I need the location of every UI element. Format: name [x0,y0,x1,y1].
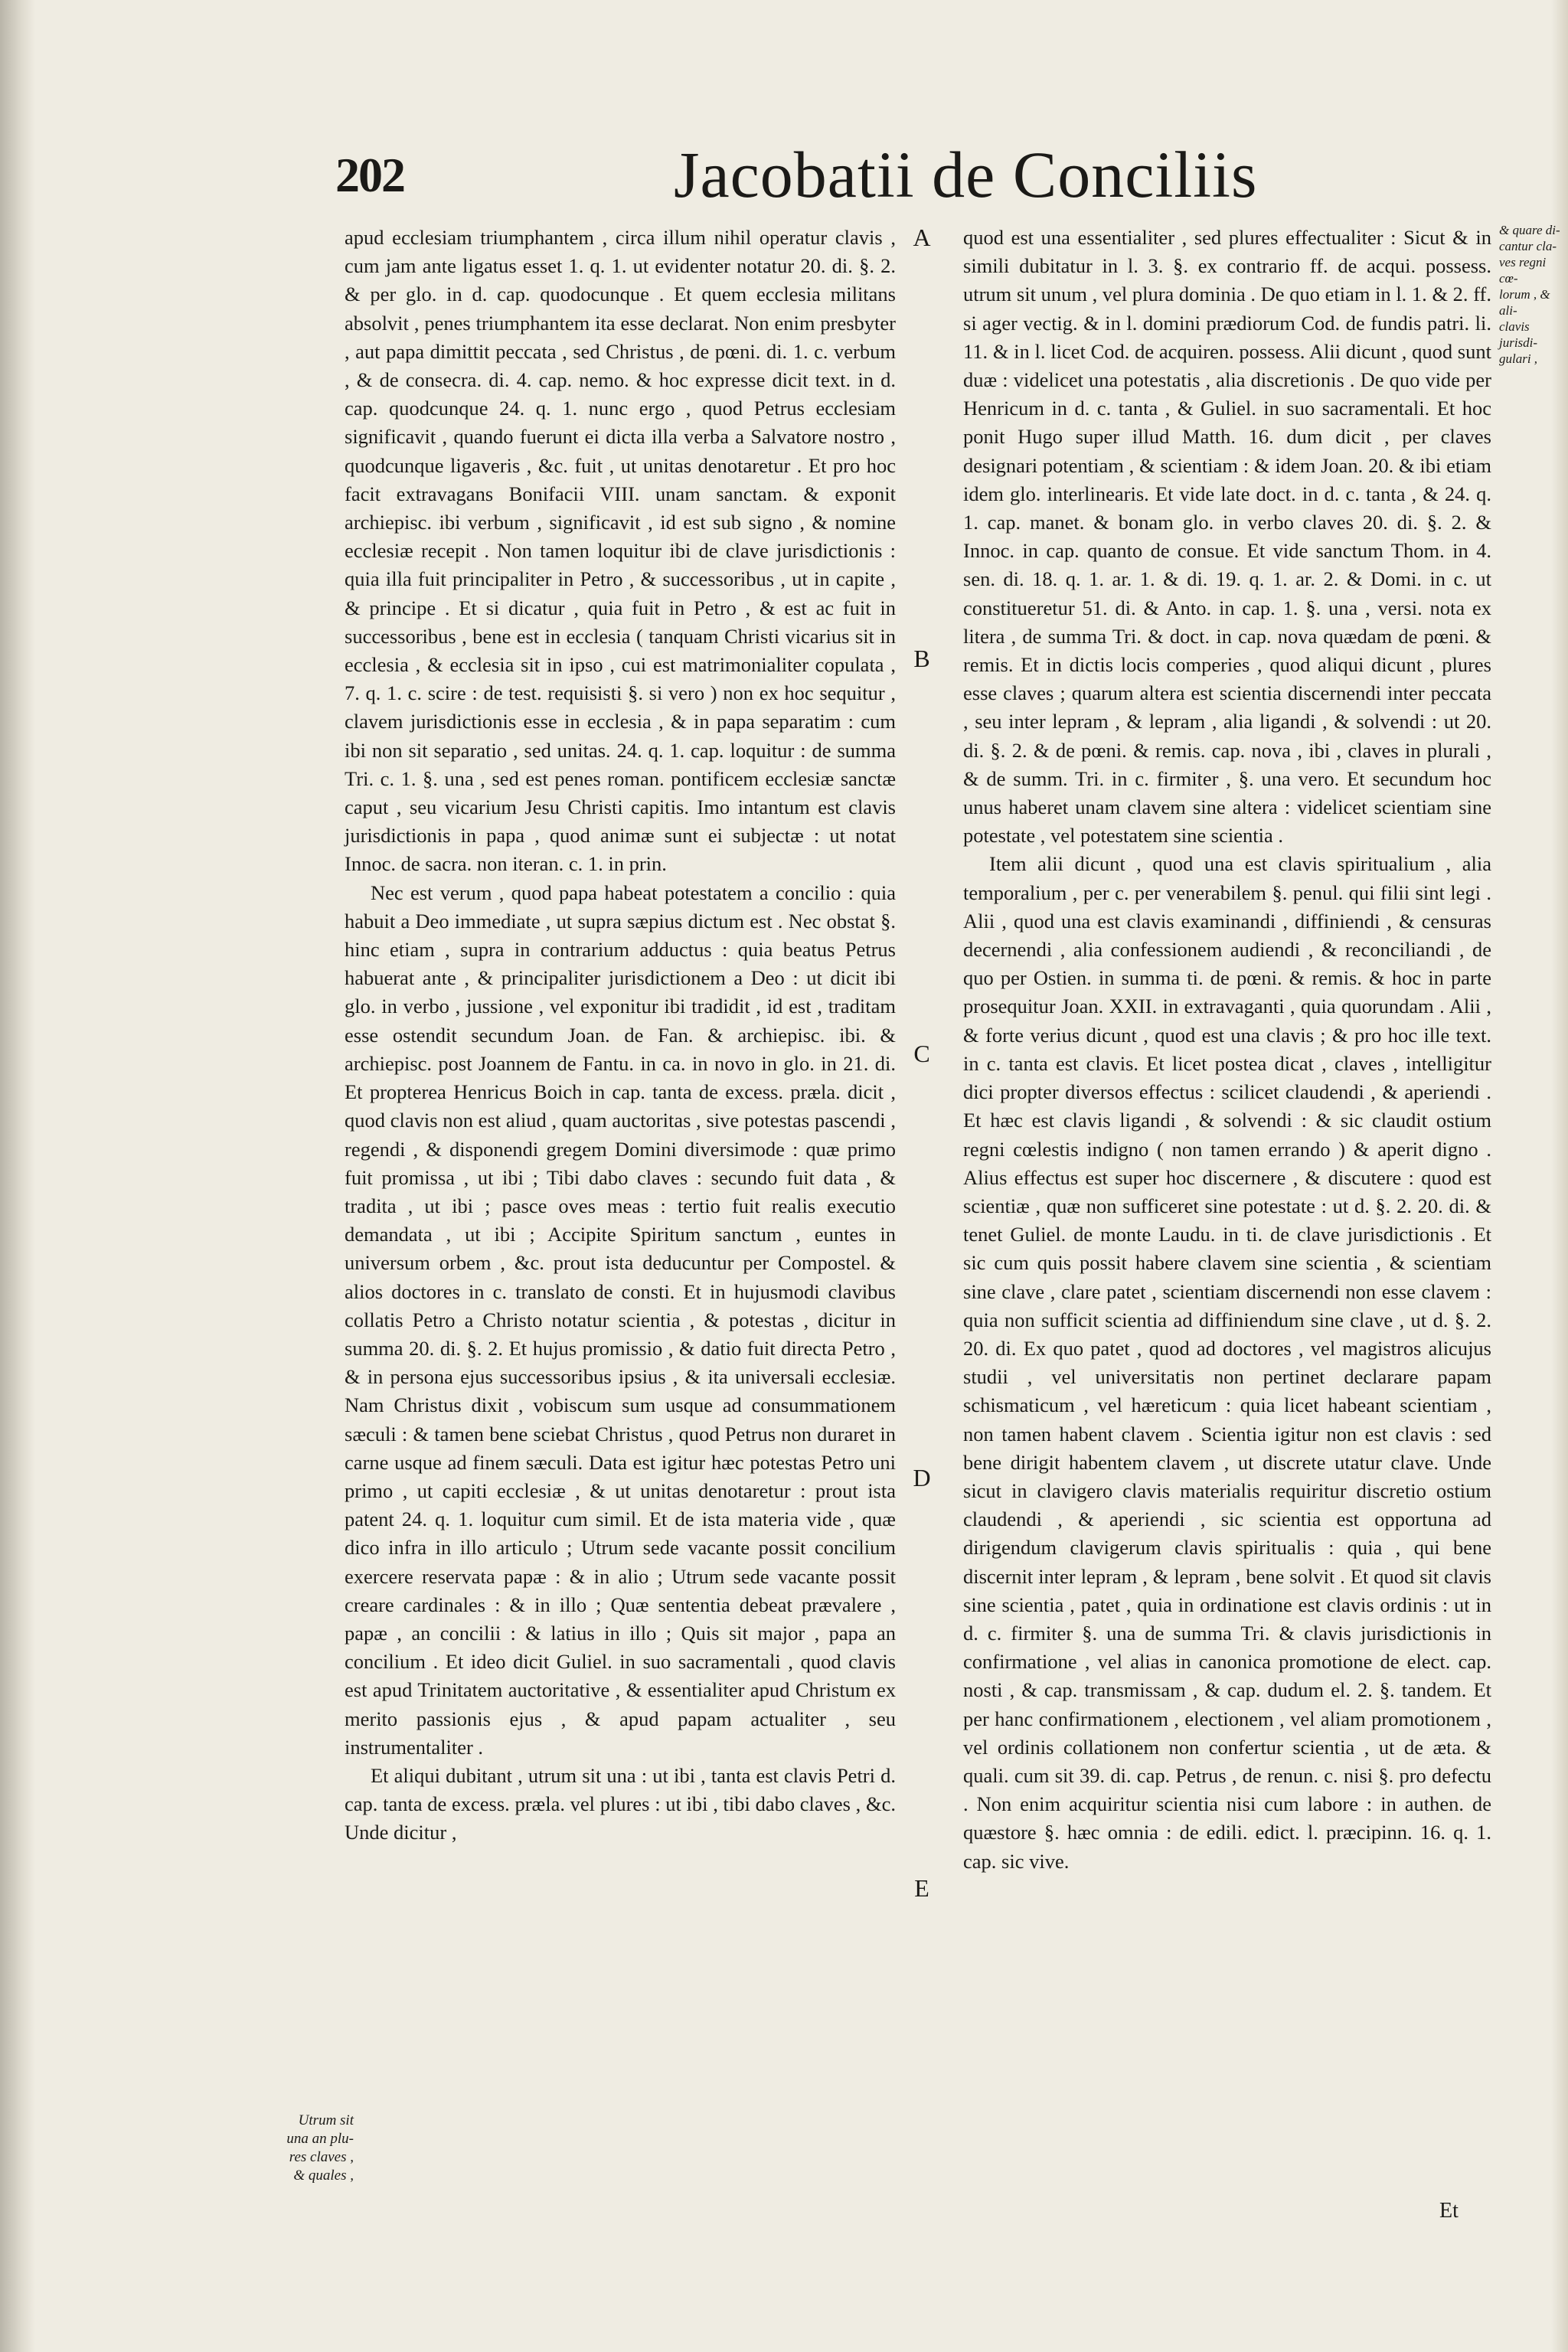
margin-note-line: lorum , & ali- [1499,287,1550,318]
section-letter-b: B [913,645,930,672]
left-column [345,224,896,1847]
section-letter-e: E [914,1874,929,1902]
catchword: Et [1439,2199,1459,2223]
margin-note-line: gulari , [1499,351,1538,366]
left-paragraph: Et aliqui dubitant , utrum sit una : ut ibi , tanta est clavis Petri d. cap. tanta de excess. præla. vel plures : ut ibi , tibi dabo claves , &c. Unde dicitur , [345,1763,896,1844]
margin-note-line: Utrum sit [298,2112,354,2128]
margin-note-left [254,2112,354,2185]
right-paragraph: Item alii dicunt , quod una est clavis spiritualium , alia temporalium , per c. per venerabilem §. penul. qui filii sint legi . Alii , quod una est clavis examinandi , diffiniendi , & censuras decernendi , alia confessionem audiendi , & reconciliandi , de quo per Ostien. in summa ti. de pœni. & remis. & hoc in parte prosequitur Joan. XXII. in extravaganti , quia quorundam . Alii , & forte verius dicunt , quod est una clavis ; & pro hoc ille text. in c. tanta est clavis. Et licet postea dicat , claves , intelligitur dici propter diversos effectus : scilicet claudendi , & aperiendi . Et hæc est clavis ligandi , & solvendi : & sic claudit ostium regni cœlestis indigno ( non tamen errando ) & aperit digno . Alius effectus est super hoc discernere , & discutere : quod est scientiæ , quæ non sufficeret sine potestate : ut d. §. 2. 20. di. & tenet Guliel. de monte Laudu. in ti. de clave jurisdictionis . Et sic cum quis possit habere clavem sine scientia , & scientiam sine clave , clare patet , scientiam discernendi non esse clavem : quia non sufficit scientia ad diffiniendum sine clave , ut d. §. 2. 20. di. Ex quo patet , quod ad doctores , vel magistros alicujus studii , vel universitatis non pertinet declarare papam schismaticum , vel hæreticum : quia licet habeant scientiam , non tamen habent clavem . Scientia igitur non est clavis : sed bene dirigit habentem clavem , ut discrete utatur clave. Unde sicut in clavigero clavis materialis requiritur discretio ostium claudendi , & aperiendi , sic scientia est opportuna ad dirigendum clavigerum clavis spiritualis : quia , qui bene discernit inter lepram , & lepram , bene solvit . Et quod sit clavis sine scientia , patet , quia in ordinatione est clavis ordinis : ut in d. c. firmiter §. una de summa Tri. & clavis jurisdictionis in confirmatione , vel alias in canonica promotione de elect. cap. nosti , & cap. transmissam , & cap. dudum el. 2. §. tandem. Et per hanc confirmationem , electionem , vel aliam promotionem , vel ordinis collationem non confertur scientia , ut de æta. & quali. cum sit 39. di. cap. Petrus , de renun. c. nisi §. pro defectu . Non enim acquiritur scientia nisi cum labore : in authen. de quæstore §. hæc omnia : de edili. edict. l. præcipinn. 16. q. 1. cap. sic vive. [963,852,1491,1873]
running-title: Jacobatii de Conciliis [674,138,1258,211]
left-paragraph: apud ecclesiam triumphantem , circa illum nihil operatur clavis , cum jam ante ligatus esset 1. q. 1. ut evidenter notatur 20. di. §. 2. & per glo. in d. cap. quodocunque . Et quem ecclesia militans absolvit , penes triumphantem ita esse declarat. Non enim presbyter , aut papa dimittit peccata , sed Christus , de pœni. di. 1. c. verbum , & de consecra. di. 4. cap. nemo. & hoc expresse dicit text. in d. cap. quodcunque 24. q. 1. nunc ergo , quod Petrus ecclesiam significavit , quando fuerunt ei dicta illa verba a Salvatore nostro , quodcunque ligaveris , &c. fuit , ut unitas denotaretur . Et pro hoc facit extravagans Bonifacii VIII. unam sanctam. & exponit archiepisc. ibi verbum , significavit , id est sub signo , & nomine ecclesiæ recepit . Non tamen loquitur ibi de clave jurisdictionis : quia illa fuit principaliter in Petro , & successoribus , ut in capite , & principe . Et si dicatur , quia fuit in Petro , & est ac fuit in successoribus , bene est in ecclesia ( tanquam Christi vicarius sit in ecclesia , & ecclesia sit in ipso , cui est matrimonialiter copulata , 7. q. 1. c. scire : de test. requisisti §. si vero ) non ex hoc sequitur , clavem jurisdictionis esse in ecclesia , & in papa separatim : cum ibi non sit separatio , sed unitas. 24. q. 1. cap. loquitur : de summa Tri. c. 1. §. una , sed est penes roman. pontificem ecclesiæ sanctæ caput , seu vicarium Jesu Christi capitis. Imo intantum est clavis jurisdictionis in papa , quod animæ sunt ei subjectæ : ut notat Innoc. de sacra. non iteran. c. 1. in prin. [345,226,896,876]
margin-note-line: cantur cla- [1499,239,1557,253]
section-letter-c: C [913,1040,930,1067]
section-letter-d: D [913,1464,931,1491]
margin-note-line: una an plu- [286,2131,354,2147]
page-number: 202 [335,148,404,202]
section-letter-a: A [913,224,931,251]
margin-note-line: res claves , [289,2149,354,2165]
margin-note-line: & quare di- [1499,223,1560,237]
left-paragraph: Nec est verum , quod papa habeat potestatem a concilio : quia habuit a Deo immediate , ut supra sæpius dictum est . Nec obstat §. hinc etiam , supra in contrarium adductus : quia beatus Petrus habuerat ante , & principaliter jurisdictionem a Deo : ut dicit ibi glo. in verbo , jussione , vel exponitur ibi tradidit , id est , traditam esse ostendit secundum Joan. de Fan. & archiepisc. ibi. & archiepisc. post Joannem de Fantu. in ca. in novo in glo. in 21. di. Et propterea Henricus Boich in cap. tanta de excess. præla. dicit , quod clavis non est aliud , quam auctoritas , sive potestas pascendi , regendi , & disponendi gregem Domini diversimode : quæ primo fuit promissa , ut ibi ; Tibi dabo claves : secundo fuit data , & tradita , ut ibi ; pasce oves meas : tertio fuit realis executio demandata , ut ibi ; Accipite Spiritum sanctum , euntes in universum orbem , &c. prout ista deducuntur per Compostel. & alios doctores in c. translato de consti. Et in hujusmodi clavibus collatis Petro a Christo notatur scientia , & potestas , dicitur in summa 20. di. §. 2. Et hujus promissio , & datio fuit directa Petro , & in persona ejus successoribus ipsius , & ita universali ecclesiæ. Nam Christus dixit , vobiscum sum usque ad consummationem sæculi : & tamen bene sciebat Christus , quod Petrus non duraret in carne usque ad finem sæculi. Data est igitur hæc potestas Petro uni primo , ut capiti ecclesiæ , & ut unitas denotaretur : prout ista patent 24. q. 1. loquitur cum simil. Et de ista materia vide , quæ dico infra in illo articulo ; Utrum sede vacante possit concilium exercere reservata papæ : & in alio ; Utrum sede vacante possit creare cardinales : & in illo ; Quæ sententia debeat prævalere , papæ , an concilii : & latius in illo ; Quis sit major , papa an concilium . Et ideo dicit Guliel. in suo sacramentali , quod clavis est apud Trinitatem auctoritative , & essentialiter apud Christum ex merito passionis ejus , & apud papam actualiter , seu instrumentaliter . [345,880,896,1759]
margin-note-line: clavis jurisdi- [1499,319,1538,350]
book-gutter [0,0,35,2352]
margin-note-right [1499,222,1562,367]
margin-note-line: ves regni cœ- [1499,255,1547,286]
right-paragraph: quod est una essentialiter , sed plures effectualiter : Sicut & in simili dubitatur in l. 3. §. ex contrario ff. de acqui. possess. utrum sit unum , vel plura dominia . De quo etiam in l. 1. & 2. ff. si ager vectig. & in l. domini prædiorum Cod. de fundis patri. li. 11. & in l. licet Cod. de acquiren. possess. Alii dicunt , quod sunt duæ : videlicet una potestatis , alia discretionis . De quo vide per Henricum in d. c. tanta , & Guliel. in suo sacramentali. Et hoc ponit Hugo super illud Matth. 16. dum dicit , per claves designari potentiam , & scientiam : & idem Joan. 20. & ibi etiam idem glo. interlinearis. Et vide late doct. in d. c. tanta , & 24. q. 1. cap. manet. & bonam glo. in verbo claves 20. di. §. 2. & Innoc. in cap. quanto de consue. Et vide sanctum Thom. in 4. sen. di. 18. q. 1. ar. 1. & di. 19. q. 1. ar. 2. & Domi. in c. ut constitueretur 51. di. & Anto. in cap. 1. §. una , versi. nota ex litera , de summa Tri. & doct. in cap. nova quædam de pœni. & remis. Et in dictis locis comperies , quod aliqui dicunt , plures esse claves ; quarum altera est scientia discernendi inter peccata , seu inter lepram , & lepram , alia ligandi , & solvendi : ut 20. di. §. 2. & de pœni. & remis. cap. nova , ibi , claves in plurali , & de summ. Tri. in c. firmiter , §. una vero. Et secundum hoc unus haberet unam clavem sine altera : videlicet scientiam sine potestate , vel potestatem sine scientia . [963,226,1491,848]
margin-note-line: & quales , [293,2167,354,2184]
right-column [963,224,1491,1876]
